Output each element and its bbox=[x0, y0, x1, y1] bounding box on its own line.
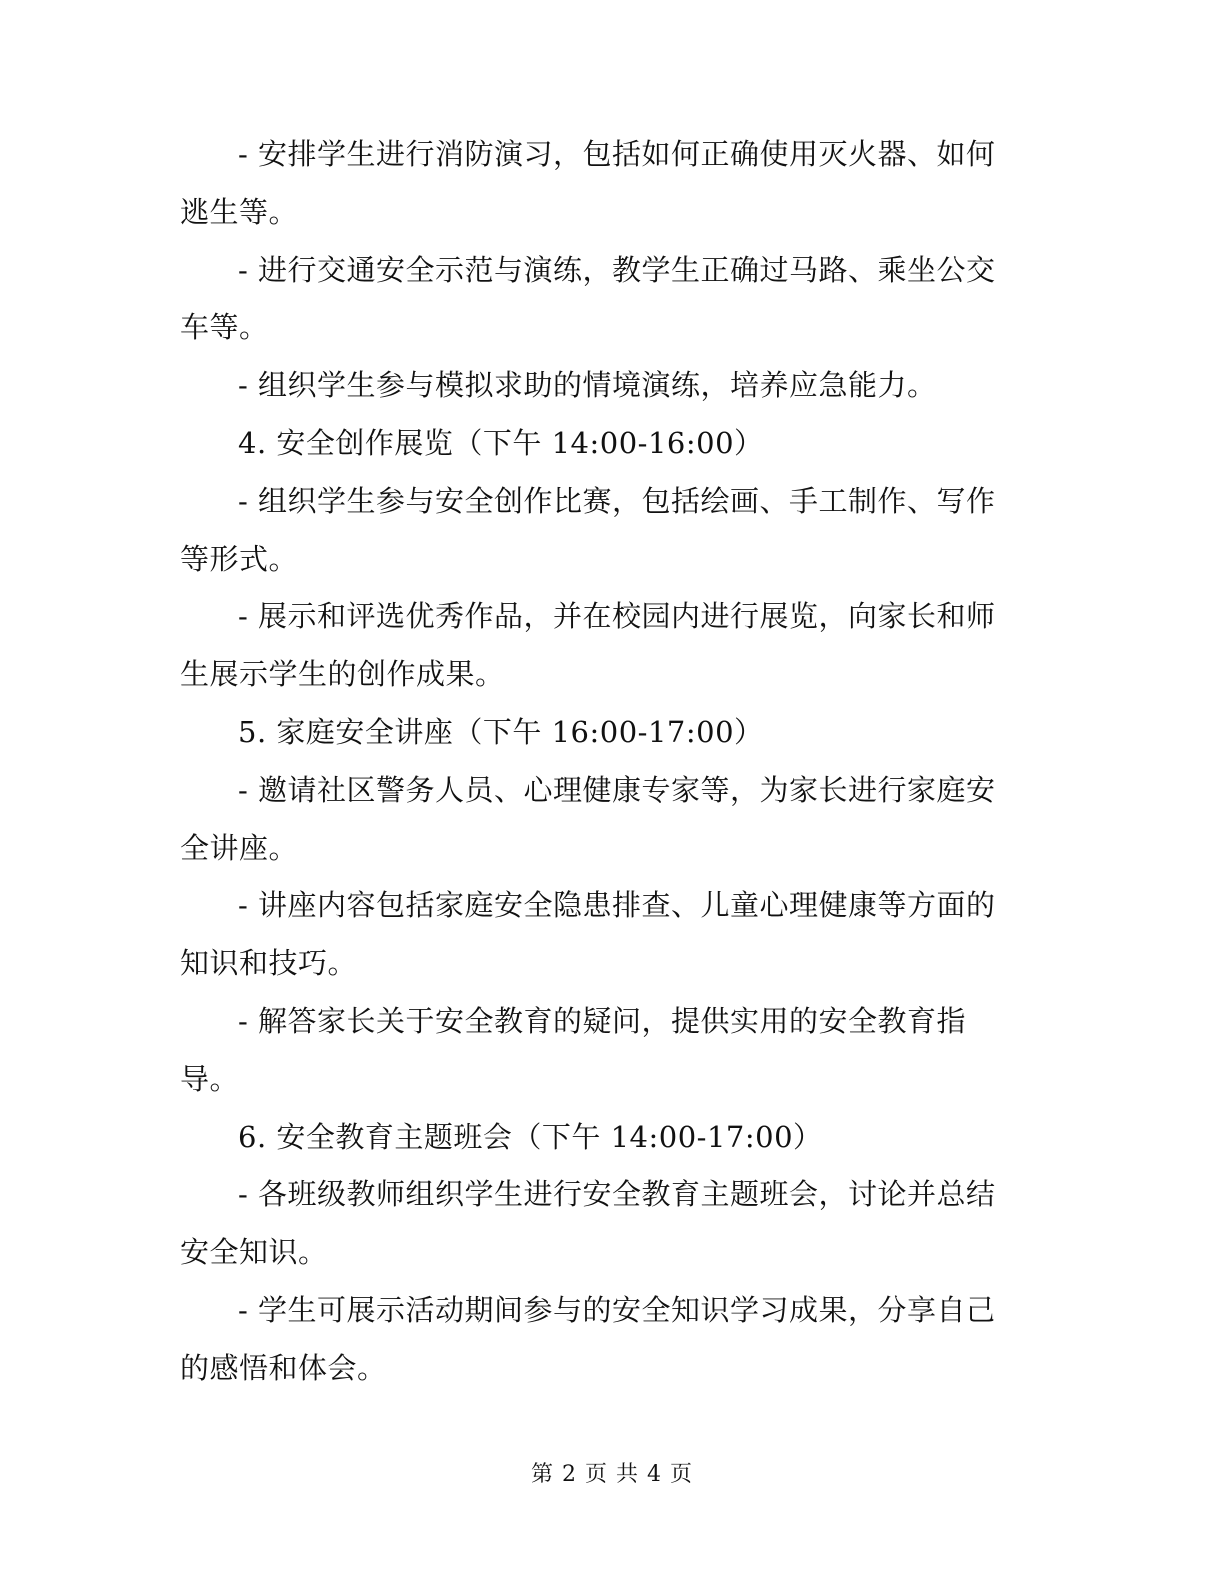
bullet-invite-experts: - 邀请社区警务人员、心理健康专家等，为家长进行家庭安全讲座。 bbox=[180, 772, 996, 865]
bullet-creative-contest: - 组织学生参与安全创作比赛，包括绘画、手工制作、写作等形式。 bbox=[180, 483, 996, 576]
bullet-traffic-safety: - 进行交通安全示范与演练，教学生正确过马路、乘坐公交车等。 bbox=[180, 252, 996, 345]
bullet-lecture-content: - 讲座内容包括家庭安全隐患排查、儿童心理健康等方面的知识和技巧。 bbox=[180, 888, 996, 981]
section-heading-5: 5. 家庭安全讲座（下午 16:00-17:00） bbox=[238, 714, 764, 749]
page-footer bbox=[0, 1460, 1224, 1490]
bullet-class-meeting: - 各班级教师组织学生进行安全教育主题班会，讨论并总结安全知识。 bbox=[180, 1177, 996, 1270]
bullet-exhibition: - 展示和评选优秀作品，并在校园内进行展览，向家长和师生展示学生的创作成果。 bbox=[180, 599, 996, 692]
bullet-share-results: - 学生可展示活动期间参与的安全知识学习成果，分享自己的感悟和体会。 bbox=[180, 1292, 996, 1385]
section-heading-6: 6. 安全教育主题班会（下午 14:00-17:00） bbox=[238, 1119, 823, 1154]
bullet-help-drill: - 组织学生参与模拟求助的情境演练，培养应急能力。 bbox=[238, 368, 937, 403]
bullet-answer-questions: - 解答家长关于安全教育的疑问，提供实用的安全教育指导。 bbox=[180, 1003, 967, 1096]
page-number: 第 2 页 共 4 页 bbox=[531, 1462, 693, 1487]
document-body bbox=[180, 126, 1016, 1398]
bullet-fire-drill: - 安排学生进行消防演习，包括如何正确使用灭火器、如何逃生等。 bbox=[180, 137, 996, 229]
section-heading-4: 4. 安全创作展览（下午 14:00-16:00） bbox=[238, 425, 764, 460]
